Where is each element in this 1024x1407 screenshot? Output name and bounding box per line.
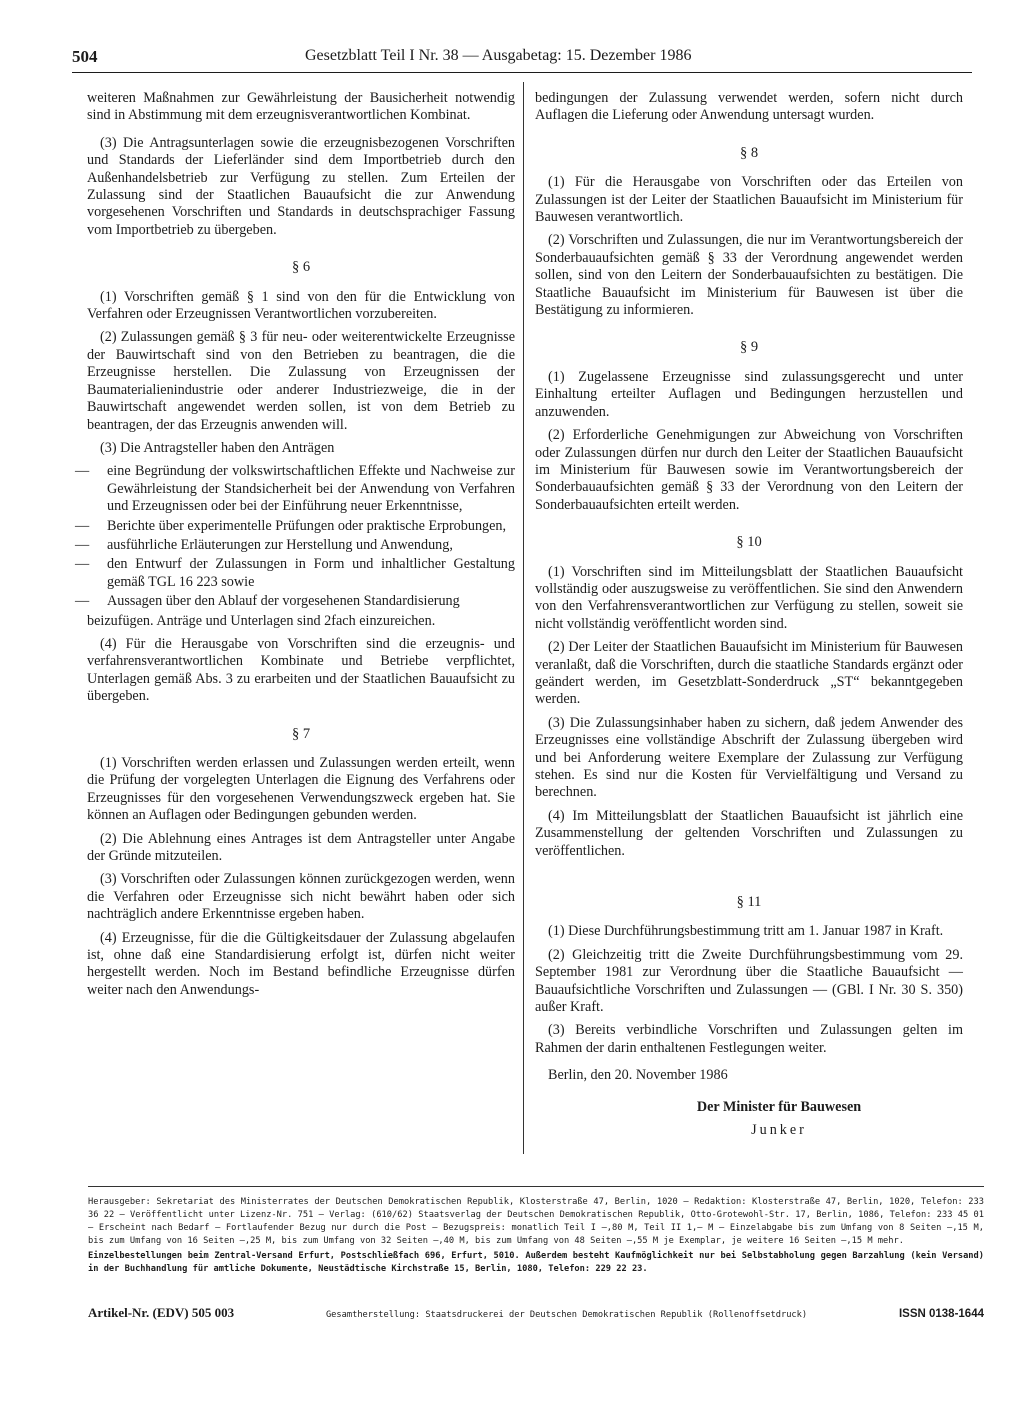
section-heading: § 6 [291,259,311,276]
paragraph: (3) Vorschriften oder Zulassungen können zurückgezogen werden, wenn die Verfahren oder Erzeugnisse sich nicht bewährt haben oder sich nachträglich andere Erkenntnisse ergeben haben. [87,871,515,923]
paragraph: (1) Für die Herausgabe von Vorschriften oder das Erteilen von Zulassungen ist der Leiter der Staatlichen Bauaufsicht im Ministerium für Bauwesen verantwortlich. [535,174,963,226]
paragraph: (2) Die Ablehnung eines Antrages ist dem Antragsteller unter Angabe der Gründe mitzuteilen. [87,830,515,865]
paragraph: (1) Vorschriften gemäß § 1 sind von den für die Entwicklung von Verfahren oder Erzeugnissen Verantwortlichen vorzubereiten. [87,288,515,323]
paragraph: (3) Die Antragsunterlagen sowie die erzeugnisbezogenen Vorschriften und Standards der Lieferländer sind dem Importbetrieb durch den Außenhandelsbetrieb zur Verfügung zu stellen. Zum Erteilen der Zulassung sind der Staatlichen Bauaufsicht die zur Anwendung vorgesehenen Vorschriften und Standards in deutschsprachiger Fassung vom Importbetrieb zu übergeben. [87,134,515,238]
dash-list [75,463,515,610]
dash-bullet: — [75,593,90,610]
imprint-orders: Einzelbestellungen beim Zentral-Versand Erfurt, Postschließfach 696, Erfurt, 5010. Außerdem besteht Kaufmöglichkeit nur bei Selbstabholung gegen Barzahlung (kein Versand) in der Buchhandlung für amtliche Dokumente, Neustädtische Kirchstraße 15, Berlin, 1080, Telefon: 229 22 23. [88,1251,984,1274]
list-item-text: Aussagen über den Ablauf der vorgesehenen Standardisierung [107,593,460,610]
list-item [75,536,515,554]
section-heading: § 10 [736,534,762,551]
running-title: Gesetzblatt Teil I Nr. 38 — Ausgabetag: 15. Dezember 1986 [305,47,692,64]
dash-bullet: — [75,536,90,553]
paragraph: (1) Zugelassene Erzeugnisse sind zulassungsgerecht und unter Einhaltung erteilter Auflagen und Bedingungen herzustellen und anzuwenden. [535,368,963,420]
paragraph: (2) Gleichzeitig tritt die Zweite Durchführungsbestimmung vom 29. September 1981 zur Verordnung über die Staatliche Bauaufsicht — Bauaufsichtliche Vorschriften und Zulassungen — (GBl. I Nr. 30 S. 350) außer Kraft. [535,946,963,1016]
paragraph: (2) Vorschriften und Zulassungen, die nur im Verantwortungsbereich der Sonderbauaufsichten gemäß § 33 der Verordnung angewendet werden sollen, sind von den Leitern der Sonderbauaufsichten zu bestätigen. Die Staatliche Bauaufsicht im Ministerium für Bauwesen ist über die Bestätigung zu informieren. [535,232,963,319]
paragraph: (1) Vorschriften werden erlassen und Zulassungen werden erteilt, wenn die Prüfung der vorgelegten Unterlagen die Eignung des Verfahrens oder Erzeugnisses für den vorgesehenen Verwendungszweck ergeben hat. Sie können an Auflagen oder Bedingungen gebunden werden. [87,755,515,824]
section-heading: § 8 [739,144,759,161]
issn: ISSN 0138-1644 [898,1308,984,1320]
dash-bullet: — [75,463,90,480]
paragraph: (1) Diese Durchführungsbestimmung tritt am 1. Januar 1987 in Kraft. [548,923,944,940]
paragraph: (4) Für die Herausgabe von Vorschriften sind die erzeugnis- und verfahrensverantwortlichen Kombinate und Betriebe verpflichtet, Unterlagen gemäß Abs. 3 zu erarbeiten und der Staatlichen Bauaufsicht zu übergeben. [87,635,515,705]
paragraph: (2) Der Leiter der Staatlichen Bauaufsicht im Ministerium für Bauwesen veranlaßt, daß die Vorschriften, durch die staatliche Standards ergänzt oder geändert werden, im Gesetzblatt-Sonderdruck „ST“ bekanntgegeben werden. [535,639,963,708]
paragraph: (3) Bereits verbindliche Vorschriften und Zulassungen gelten im Rahmen der darin enthaltenen Festlegungen weiter. [535,1022,963,1056]
column-divider [523,82,524,1154]
list-item [75,556,515,591]
paragraph: (2) Erforderliche Genehmigungen zur Abweichung von Vorschriften oder Zulassungen dürfen nur durch den Leiter der Staatlichen Bauaufsicht im Ministerium für Bauwesen sowie im Verantwortungsbereich der Sonderbauaufsichten gemäß § 33 der Verordnung von den Leitern der Sonderbauaufsichten erteilt werden. [535,427,963,513]
footer-rule [88,1186,984,1187]
dash-bullet: — [75,517,90,534]
list-item [75,517,515,535]
place-date: Berlin, den 20. November 1986 [548,1067,728,1084]
paragraph: (3) Die Zulassungsinhaber haben zu sichern, daß jedem Anwender des Erzeugnisses eine vollständige Abschrift der Zulassung übergeben wird und bei Anforderung weitere Exemplare der Zulassung zur Verfügung stehen. Es sind nur die Kosten für Vervielfältigung und Versand zu berechnen. [535,714,963,801]
section-heading: § 11 [736,894,762,911]
paragraph: (4) Im Mitteilungsblatt der Staatlichen Bauaufsicht ist jährlich eine Zusammenstellung der geltenden Vorschriften und Zulassungen zu veröffentlichen. [535,807,963,859]
list-item [75,593,515,610]
paragraph: beizufügen. Anträge und Unterlagen sind 2fach einzureichen. [87,612,436,629]
footer-bottom [88,1305,984,1321]
page-number: 504 [72,47,98,66]
paragraph: (4) Erzeugnisse, für die die Gültigkeitsdauer der Zulassung abgelaufen ist, ohne daß eine Standardisierung erfolgt ist, dürfen nicht weiter hergestellt werden. Noch im Bestand befindliche Erzeugnisse dürfen weiter nach den Anwendungs- [87,929,515,998]
imprint-publisher: Herausgeber: Sekretariat des Ministerrates der Deutschen Demokratischen Republik, Klosterstraße 47, Berlin, 1020 — Redaktion: Klosterstraße 47, Berlin, 1020, Telefon: 233 36 22 — Veröffentlicht unter Lizenz-Nr. 751 — Verlag: (610/62) Staatsverlag der Deutschen Demokratischen Republik, Otto-Grotewohl-Str. 17, Berlin, 1086, Telefon: 233 45 01 — Erscheint nach Bedarf — Fortlaufender Bezug nur durch die Post — Bezugspreis: monatlich Teil I —,80 M, Teil II 1,— M — Einzelabgabe bis zum Umfang von 8 Seiten —,15 M, bis zum Umfang von 16 Seiten —,25 M, bis zum Umfang von 32 Seiten —,40 M, bis zum Umfang von 48 Seiten —,55 M je Exemplar, je weitere 16 Seiten —,15 M mehr. [88,1197,984,1246]
signature-name: Junker [751,1122,807,1139]
signature-title: Der Minister für Bauwesen [696,1098,862,1115]
printer-note: Gesamtherstellung: Staatsdruckerei der Deutschen Demokratischen Republik (Rollenoffsetdruck) [325,1310,808,1320]
dash-bullet: — [75,556,90,573]
paragraph: (1) Vorschriften sind im Mitteilungsblatt der Staatlichen Bauaufsicht vollständig oder auszugsweise zu veröffentlichen. Sie sind den Anwendern von den Verfahrensverantwortlichen zur Verfügung zu stellen, soweit sie nicht vollständig veröffentlicht worden sind. [535,563,963,632]
paragraph-continuation: weiteren Maßnahmen zur Gewährleistung der Bausicherheit notwendig sind in Abstimmung mit dem erzeugnisverantwortlichen Kombinat. [87,90,515,124]
list-item [75,463,515,515]
list-item-text: eine Begründung der volkswirtschaftlichen Effekte und Nachweise zur Gewährleistung der Standsicherheit bei der Anwendung von Verfahren und Erzeugnissen oder bei der Einführung neuer Erkenntnisse, [107,463,515,515]
right-column [535,90,963,1146]
section-heading: § 7 [291,725,311,742]
paragraph-continuation: bedingungen der Zulassung verwendet werden, sofern nicht durch Auflagen die Lieferung oder Anwendung untersagt wurden. [535,90,963,124]
paragraph: (3) Die Antragsteller haben den Anträgen [100,439,335,456]
paragraph: (2) Zulassungen gemäß § 3 für neu- oder weiterentwickelte Erzeugnisse der Bauwirtschaft sind von den Betrieben zu beantragen, die die Erzeugnisse herstellen. Die Zulassung von Erzeugnissen der Baumaterialienindustrie oder anderer Industriezweige, die in der Bauwirtschaft angewendet werden sollen, ist von dem Betrieb zu beantragen, der das Erzeugnis anwenden will. [87,329,515,433]
list-item-text: Berichte über experimentelle Prüfungen oder praktische Erprobungen, [107,517,507,534]
article-number: Artikel-Nr. (EDV) 505 003 [88,1305,235,1320]
list-item-text: den Entwurf der Zulassungen in Form und inhaltlicher Gestaltung gemäß TGL 16 223 sowie [107,556,515,590]
left-column [75,90,515,1005]
section-heading: § 9 [739,339,759,356]
header-rule [72,72,972,73]
imprint [88,1196,984,1276]
list-item-text: ausführliche Erläuterungen zur Herstellung und Anwendung, [107,536,453,553]
